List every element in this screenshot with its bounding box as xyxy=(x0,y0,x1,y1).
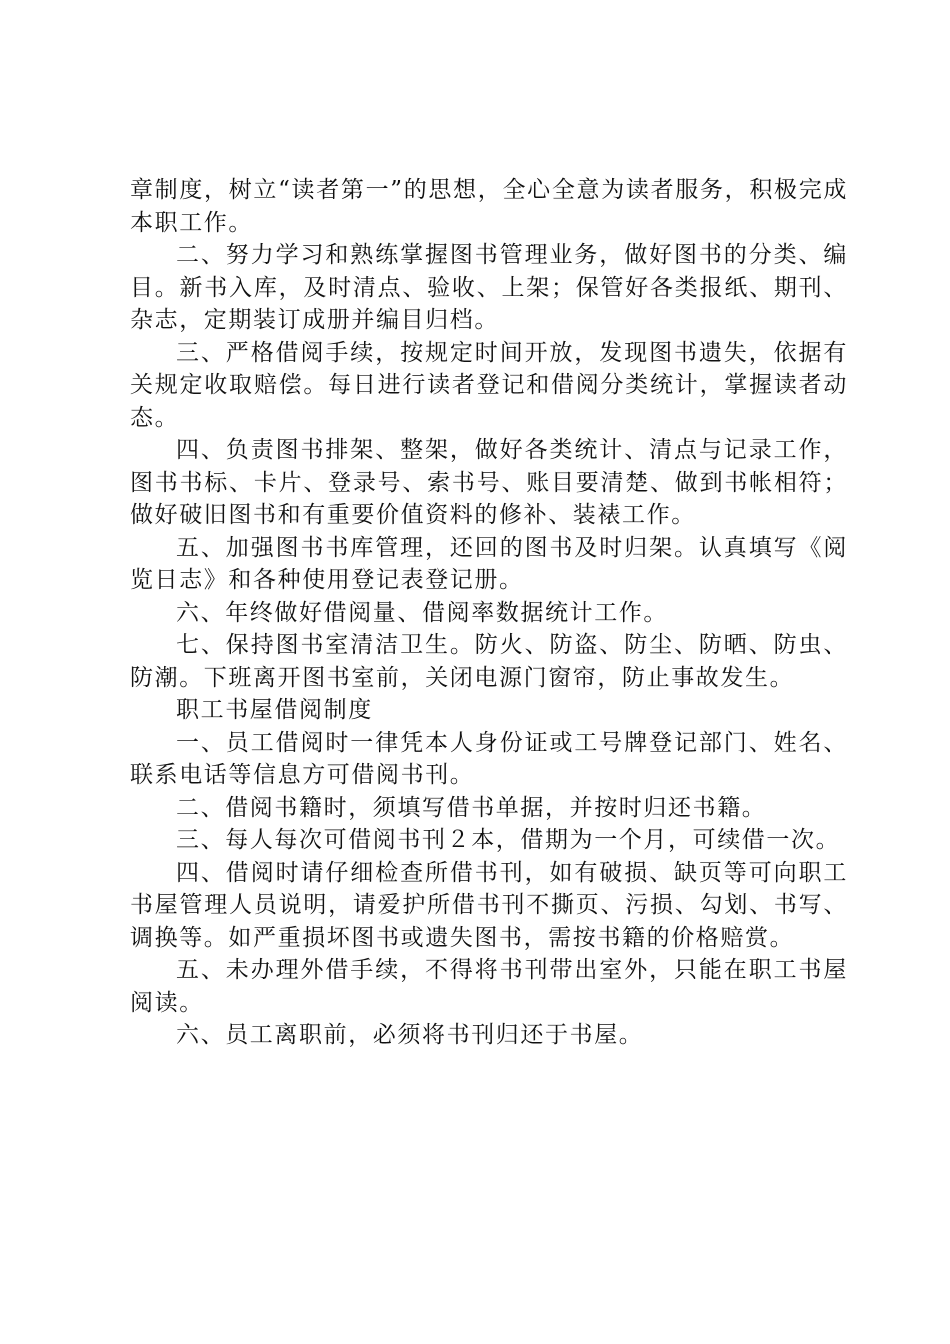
paragraph-borrow-5: 五、未办理外借手续，不得将书刊带出室外，只能在职工书屋阅读。 xyxy=(130,957,848,1016)
paragraph-rule-3: 三、严格借阅手续，按规定时间开放，发现图书遗失，依据有关规定收取赔偿。每日进行读者登记和借阅分类统计，掌握读者动态。 xyxy=(130,339,848,431)
paragraph-borrow-1: 一、员工借阅时一律凭本人身份证或工号牌登记部门、姓名、联系电话等信息方可借阅书刊。 xyxy=(130,729,848,788)
paragraph-continuation: 章制度，树立“读者第一”的思想，全心全意为读者服务，积极完成本职工作。 xyxy=(130,177,848,236)
document-body xyxy=(130,174,848,1052)
paragraph-rule-4: 四、负责图书排架、整架，做好各类统计、清点与记录工作，图书书标、卡片、登录号、索书号、账目要清楚、做到书帐相符；做好破旧图书和有重要价值资料的修补、装裱工作。 xyxy=(130,437,848,528)
paragraph-rule-6: 六、年终做好借阅量、借阅率数据统计工作。 xyxy=(176,599,668,626)
paragraph-rule-7: 七、保持图书室清洁卫生。防火、防盗、防尘、防晒、防虫、防潮。下班离开图书室前，关闭电源门窗帘，防止事故发生。 xyxy=(130,632,848,691)
paragraph-borrow-2: 二、借阅书籍时，须填写借书单据，并按时归还书籍。 xyxy=(176,794,767,821)
section-heading: 职工书屋借阅制度 xyxy=(176,697,373,723)
paragraph-borrow-4: 四、借阅时请仔细检查所借书刊，如有破损、缺页等可向职工书屋管理人员说明，请爱护所借书刊不撕页、污损、勾划、书写、调换等。如严重损坏图书或遗失图书，需按书籍的价格赔赏。 xyxy=(130,859,848,951)
paragraph-borrow-6: 六、员工离职前，必须将书刊归还于书屋。 xyxy=(176,1022,644,1048)
paragraph-rule-2: 二、努力学习和熟练掌握图书管理业务，做好图书的分类、编目。新书入库，及时清点、验收、上架；保管好各类报纸、期刊、杂志，定期装订成册并编目归档。 xyxy=(130,242,848,333)
paragraph-rule-5: 五、加强图书书库管理，还回的图书及时归架。认真填写《阅览日志》和各种使用登记表登记册。 xyxy=(130,534,848,593)
paragraph-borrow-3: 三、每人每次可借阅书刊２本，借期为一个月，可续借一次。 xyxy=(176,827,841,853)
